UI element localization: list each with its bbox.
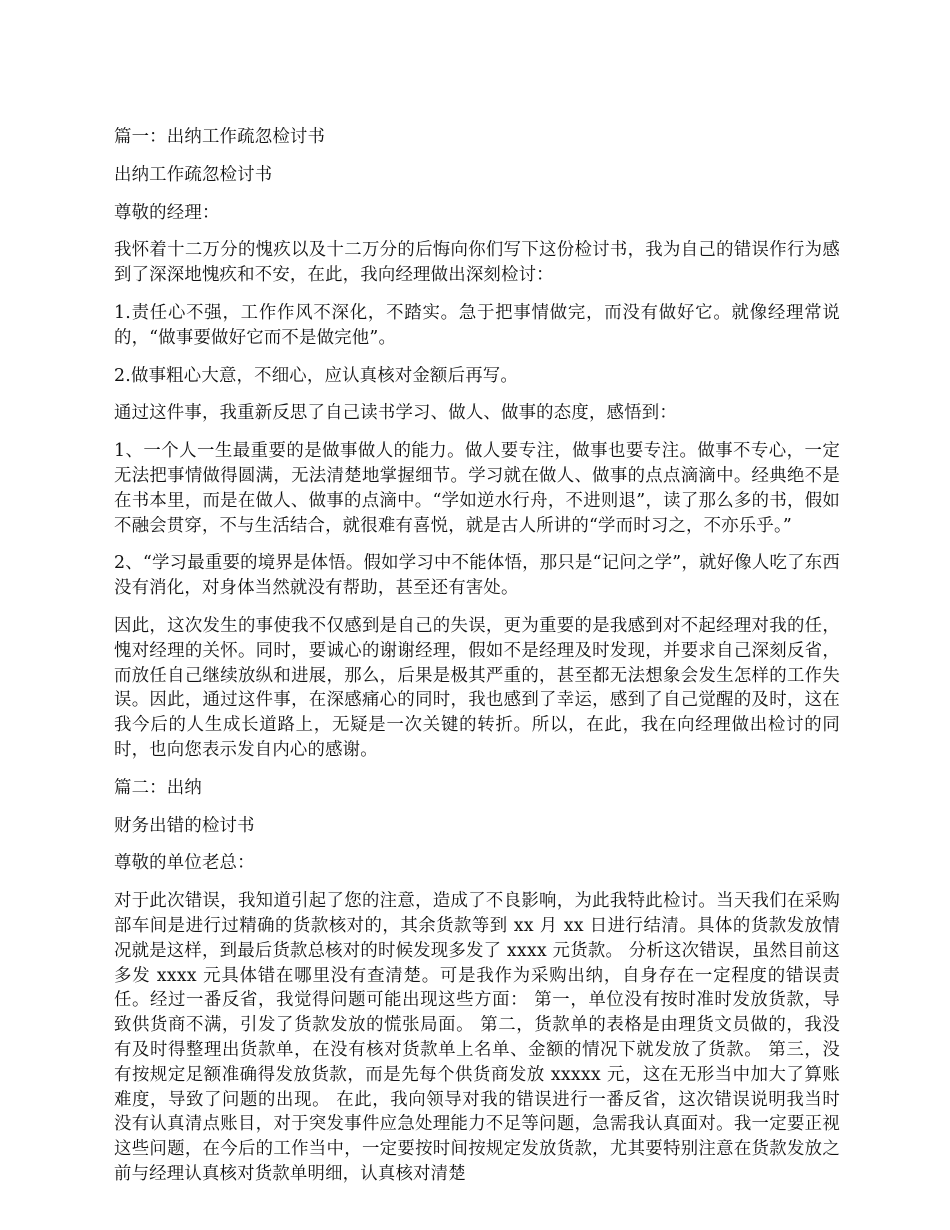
paragraph: 2、“学习最重要的境界是体悟。假如学习中不能体悟，那只是“记问之学”，就好像人吃了东西没有消化，对身体当然就没有帮助，甚至还有害处。	[114, 553, 840, 599]
document-title-1: 出纳工作疏忽检讨书	[114, 164, 273, 185]
section-heading-1: 篇一：出纳工作疏忽检讨书	[114, 127, 326, 147]
paragraph: 2.做事粗心大意，不细心，应认真核对金额后再写。	[114, 365, 518, 386]
paragraph: 1、一个人一生最重要的是做事做人的能力。做人要专注，做事也要专注。做事不专心，一定无法把事情做得圆满，无法清楚地掌握细节。学习就在做人、做事的点点滴滴中。经典绝不是在书本里，而是在做人、做事的点滴中。“学如逆水行舟，不进则退”，读了那么多的书，假如不融会贯穿，不与生活结合，就很难有喜悦，就是古人所讲的“学而时习之，不亦乐乎。”	[114, 441, 840, 536]
paragraph: 因此，这次发生的事使我不仅感到是自己的失误，更为重要的是我感到对不起经理对我的任，愧对经理的关怀。同时，要诚心的谢谢经理，假如不是经理及时发现，并要求自己深刻反省，而放任自己继续放纵和进展，那么，后果是极其严重的，甚至都无法想象会发生怎样的工作失误。因此，通过这件事，在深感痛心的同时，我也感到了幸运，感到了自己觉醒的及时，这在我今后的人生成长道路上，无疑是一次关键的转折。所以，在此，我在向经理做出检讨的同时，也向您表示发自内心的感谢。	[114, 615, 840, 760]
paragraph: 我怀着十二万分的愧疚以及十二万分的后悔向你们写下这份检讨书，我为自己的错误作行为感到了深深地愧疚和不安，在此，我向经理做出深刻检讨：	[114, 240, 840, 286]
document-page	[114, 125, 840, 1200]
section-heading-2: 篇二：出纳	[114, 777, 202, 798]
paragraph: 对于此次错误，我知道引起了您的注意，造成了不良影响，为此我特此检讨。当天我们在采购部车间是进行过精确的货款核对的，其余货款等到 xx 月 xx 日进行结清。具体的货款发放情况就是这样，到最后货款总核对的时候发现多发了 xxxx 元货款。 分析这次错误，虽然目前这多发 xxxx 元具体错在哪里没有查清楚。可是我作为采购出纳，自身存在一定程度的错误责任。经过一番反省，我觉得问题可能出现这些方面： 第一，单位没有按时准时发放货款，导致供货商不满，引发了货款发放的慌张局面。 第二，货款单的表格是由理货文员做的，我没有及时得整理出货款单，在没有核对货款单上名单、金额的情况下就发放了货款。 第三，没有按规定足额准确得发放货款，而是先每个供货商发放 xxxxx 元，这在无形当中加大了算账难度，导致了问题的出现。 在此，我向领导对我的错误进行一番反省，这次错误说明我当时没有认真清点账目，对于突发事件应急处理能力不足等问题，急需我认真面对。我一定要正视这些问题，在今后的工作当中，一定要按时间按规定发放货款，尤其要特别注意在货款发放之前与经理认真核对货款单明细，认真核对清楚	[114, 891, 840, 1184]
document-title-2: 财务出错的检讨书	[114, 815, 255, 836]
salutation-2: 尊敬的单位老总：	[114, 853, 255, 874]
paragraph: 1.责任心不强，工作作风不深化，不踏实。急于把事情做完，而没有做好它。就像经理常说的，“做事要做好它而不是做完他”。	[114, 302, 840, 348]
paragraph: 通过这件事，我重新反思了自己读书学习、做人、做事的态度，感悟到：	[114, 403, 677, 424]
salutation-1: 尊敬的经理：	[114, 202, 220, 223]
